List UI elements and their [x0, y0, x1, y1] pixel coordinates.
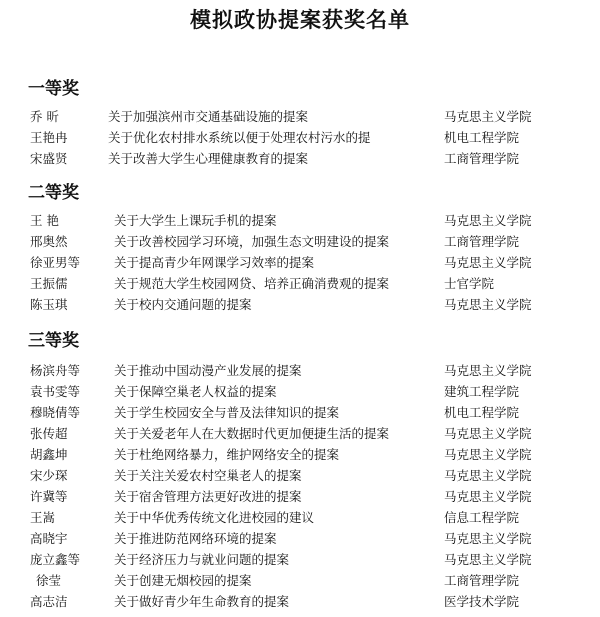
- college-name: 工商管理学院: [444, 234, 520, 249]
- winner-name: 王 艳: [30, 213, 59, 228]
- table-row: [0, 127, 600, 148]
- table-row: [0, 231, 600, 252]
- college-name: 马克思主义学院: [444, 363, 532, 378]
- table-row: [0, 381, 600, 402]
- winner-name: 庞立鑫等: [30, 552, 81, 567]
- table-row: [0, 570, 600, 591]
- table-row: [0, 444, 600, 465]
- college-name: 马克思主义学院: [444, 552, 532, 567]
- college-name: 马克思主义学院: [444, 255, 532, 270]
- winner-name: 乔 昕: [30, 109, 59, 124]
- proposal-title: 关于优化农村排水系统以便于处理农村污水的提: [108, 130, 371, 145]
- college-name: 马克思主义学院: [444, 297, 532, 312]
- table-row: [0, 106, 600, 127]
- winner-name: 徐莹: [36, 573, 62, 588]
- winner-name: 穆晓倩等: [30, 405, 81, 420]
- proposal-title: 关于加强滨州市交通基础设施的提案: [108, 109, 309, 124]
- winner-name: 王艳冉: [30, 130, 68, 145]
- proposal-title: 关于关注关爱农村空巢老人的提案: [114, 468, 302, 483]
- proposal-title: 关于规范大学生校园网贷、培养正确消费观的提案: [114, 276, 390, 291]
- table-row: [0, 210, 600, 231]
- college-name: 机电工程学院: [444, 130, 520, 145]
- winner-name: 王振儒: [30, 276, 68, 291]
- college-name: 建筑工程学院: [444, 384, 520, 399]
- table-row: [0, 402, 600, 423]
- page-title: 模拟政协提案获奖名单: [190, 8, 410, 32]
- college-name: 工商管理学院: [444, 573, 520, 588]
- winner-name: 高晓宇: [30, 531, 68, 546]
- college-name: 马克思主义学院: [444, 109, 532, 124]
- table-row: [0, 591, 600, 612]
- college-name: 马克思主义学院: [444, 213, 532, 228]
- proposal-title: 关于宿舍管理方法更好改进的提案: [114, 489, 302, 504]
- proposal-title: 关于中华优秀传统文化进校园的建议: [114, 510, 315, 525]
- winner-name: 许冀等: [30, 489, 68, 504]
- winner-name: 陈玉琪: [30, 297, 68, 312]
- proposal-title: 关于校内交通问题的提案: [114, 297, 252, 312]
- table-row: [0, 528, 600, 549]
- winner-name: 王嵩: [30, 510, 56, 525]
- winner-name: 胡鑫坤: [30, 447, 68, 462]
- section-heading-third-prize: 三等奖: [28, 331, 79, 351]
- winner-name: 张传超: [30, 426, 68, 441]
- proposal-title: 关于推动中国动漫产业发展的提案: [114, 363, 302, 378]
- proposal-title: 关于关爱老年人在大数据时代更加便捷生活的提案: [114, 426, 390, 441]
- proposal-title: 关于保障空巢老人权益的提案: [114, 384, 277, 399]
- college-name: 马克思主义学院: [444, 468, 532, 483]
- table-row: [0, 148, 600, 169]
- table-row: [0, 360, 600, 381]
- college-name: 工商管理学院: [444, 151, 520, 166]
- proposal-title: 关于学生校园安全与普及法律知识的提案: [114, 405, 340, 420]
- college-name: 机电工程学院: [444, 405, 520, 420]
- table-row: [0, 465, 600, 486]
- winner-name: 宋少琛: [30, 468, 68, 483]
- winner-name: 袁书雯等: [30, 384, 81, 399]
- college-name: 士官学院: [444, 276, 495, 291]
- winner-name: 徐亚男等: [30, 255, 81, 270]
- college-name: 马克思主义学院: [444, 531, 532, 546]
- winner-name: 邢奥然: [30, 234, 68, 249]
- table-row: [0, 549, 600, 570]
- table-row: [0, 273, 600, 294]
- section-heading-second-prize: 二等奖: [28, 183, 79, 203]
- college-name: 医学技术学院: [444, 594, 520, 609]
- proposal-title: 关于改善校园学习环境，加强生态文明建设的提案: [114, 234, 390, 249]
- college-name: 马克思主义学院: [444, 426, 532, 441]
- winner-name: 高志洁: [30, 594, 68, 609]
- table-row: [0, 486, 600, 507]
- winner-name: 杨滨舟等: [30, 363, 81, 378]
- proposal-title: 关于创建无烟校园的提案: [114, 573, 252, 588]
- proposal-title: 关于改善大学生心理健康教育的提案: [108, 151, 309, 166]
- college-name: 马克思主义学院: [444, 447, 532, 462]
- proposal-title: 关于经济压力与就业问题的提案: [114, 552, 290, 567]
- proposal-title: 关于杜绝网络暴力，维护网络安全的提案: [114, 447, 340, 462]
- proposal-title: 关于提高青少年网课学习效率的提案: [114, 255, 315, 270]
- college-name: 信息工程学院: [444, 510, 520, 525]
- proposal-title: 关于推进防范网络环境的提案: [114, 531, 277, 546]
- table-row: [0, 252, 600, 273]
- table-row: [0, 294, 600, 315]
- section-heading-first-prize: 一等奖: [28, 79, 79, 99]
- college-name: 马克思主义学院: [444, 489, 532, 504]
- proposal-title: 关于大学生上课玩手机的提案: [114, 213, 277, 228]
- proposal-title: 关于做好青少年生命教育的提案: [114, 594, 290, 609]
- table-row: [0, 507, 600, 528]
- table-row: [0, 423, 600, 444]
- winner-name: 宋盛贤: [30, 151, 68, 166]
